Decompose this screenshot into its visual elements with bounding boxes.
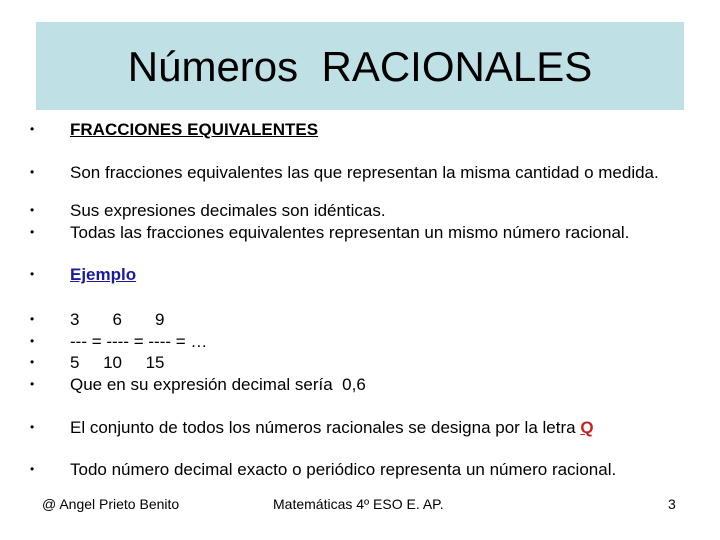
footer-author: @ Angel Prieto Benito bbox=[42, 496, 180, 512]
section-heading: FRACCIONES EQUIVALENTES bbox=[70, 120, 319, 139]
bullet: • bbox=[30, 267, 35, 281]
bullet: • bbox=[30, 462, 35, 476]
bullet: • bbox=[30, 312, 35, 326]
item-text bbox=[70, 418, 594, 437]
bullet: • bbox=[30, 334, 35, 348]
fraction-bars: --- = ---- = ---- = … bbox=[70, 332, 208, 351]
item-text: Son fracciones equivalentes las que representan la misma cantidad o medida. bbox=[70, 163, 659, 182]
bullet: • bbox=[30, 122, 35, 136]
item-text: Todas las fracciones equivalentes representan un mismo número racional. bbox=[70, 223, 630, 242]
fraction-denominators: 5 10 15 bbox=[70, 353, 165, 372]
bullet: • bbox=[30, 355, 35, 369]
item-text: Que en su expresión decimal sería 0,6 bbox=[70, 375, 366, 394]
item-text: Todo número decimal exacto o periódico representa un número racional. bbox=[70, 460, 617, 479]
example-link[interactable]: Ejemplo bbox=[70, 265, 137, 284]
item-text-body: El conjunto de todos los números racionales se designa por la letra bbox=[70, 418, 581, 437]
bullet: • bbox=[30, 377, 35, 391]
footer-course: Matemáticas 4º ESO E. AP. bbox=[273, 496, 444, 512]
bullet: • bbox=[30, 225, 35, 239]
fraction-numerators: 3 6 9 bbox=[70, 310, 165, 329]
title-box bbox=[36, 22, 684, 110]
q-letter-link[interactable]: Q bbox=[580, 418, 594, 437]
item-text: Sus expresiones decimales son idénticas. bbox=[70, 201, 386, 220]
bullet: • bbox=[30, 165, 35, 179]
bullet: • bbox=[30, 203, 35, 217]
footer-page-number: 3 bbox=[668, 496, 676, 512]
bullet: • bbox=[30, 420, 35, 434]
slide-title: Números RACIONALES bbox=[127, 43, 593, 90]
